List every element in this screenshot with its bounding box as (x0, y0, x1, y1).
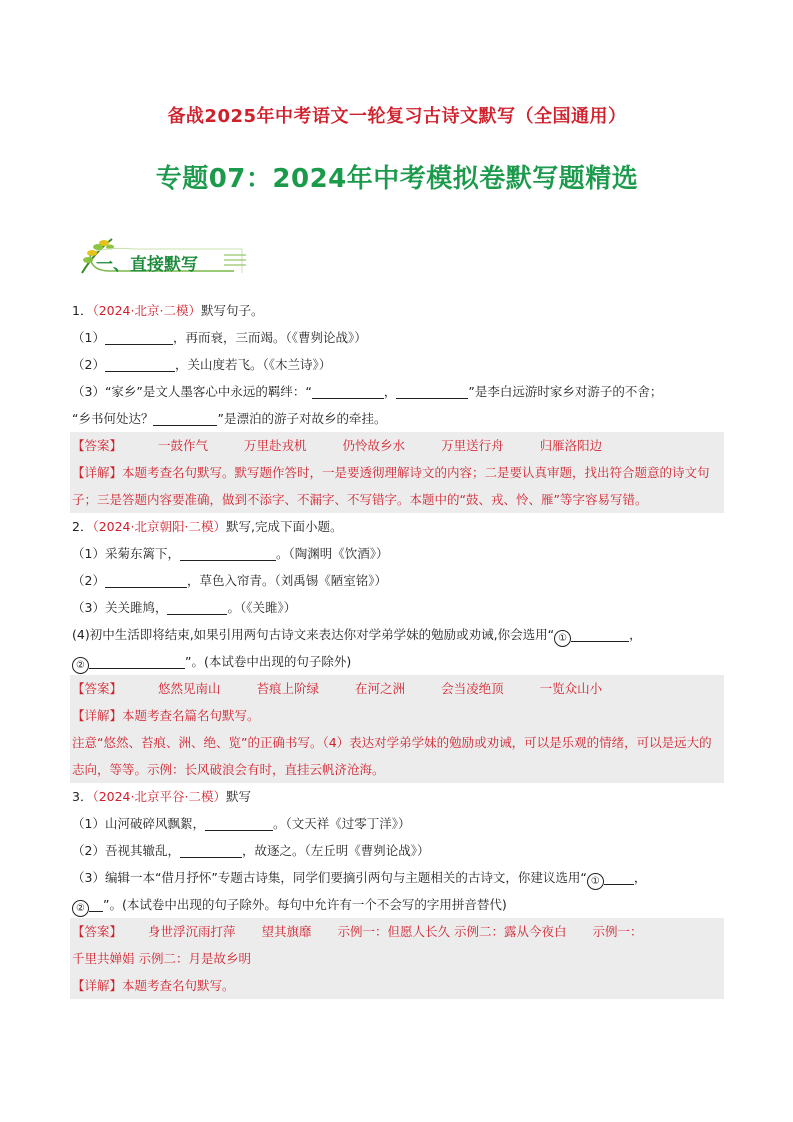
document-subtitle: 专题07：2024年中考模拟卷默写题精选 (155, 164, 639, 194)
question-line (72, 810, 722, 837)
answer-item: 望其旗靡 (261, 924, 312, 939)
answer-item: 苔痕上阶绿 (256, 681, 320, 696)
answer-block (70, 675, 724, 702)
answer-blank[interactable] (105, 330, 173, 345)
line-text: ， (383, 384, 397, 399)
line-text: ，再而衰，三而竭。（《曹刿论战》） (172, 330, 367, 345)
answer-item: 身世浮沉雨打萍 (148, 924, 236, 939)
question-line (72, 621, 722, 648)
answer-item: 示例一：但愿人长久 示例二：露从今夜白 (337, 924, 567, 939)
question-line (72, 324, 722, 351)
question-number: 2． (72, 519, 93, 534)
line-text: ”。(本试卷中出现的句子除外。每句中允许有一个不会写的字用拼音替代) (103, 897, 507, 912)
answer-block (70, 432, 724, 459)
line-text: （2）吾视其辙乱， (72, 843, 180, 858)
answer-item: 一览众山小 (539, 681, 603, 696)
detail-text: 本题考查名篇名句默写。 (122, 708, 260, 723)
section-label: 一、直接默写 (96, 255, 198, 275)
question-line (72, 891, 722, 918)
detail-block (70, 702, 724, 729)
answer-item: 万里送行舟 (441, 438, 504, 453)
line-text: ，关山度若飞。（《木兰诗》） (174, 357, 332, 372)
question-3-header (72, 783, 722, 810)
circle-number: ② (72, 900, 89, 917)
question-prompt: 默写 (225, 789, 251, 804)
answer-item: 万里赴戎机 (244, 438, 307, 453)
answer-tag: 【答案】 (72, 924, 123, 939)
line-text: （3）关关雎鸠， (72, 600, 168, 615)
question-prompt: 默写,完成下面小题。 (225, 519, 343, 534)
answer-blank[interactable] (89, 897, 103, 912)
line-text: “乡书何处达？ (72, 411, 154, 426)
answer-blank[interactable] (105, 573, 187, 588)
answer-blank[interactable] (312, 384, 384, 399)
question-line (72, 540, 722, 567)
question-line (72, 648, 722, 675)
line-text: （1）山河破碎风飘絮， (72, 816, 205, 831)
line-text: （1） (72, 330, 105, 345)
answer-item: 在河之洲 (355, 681, 406, 696)
detail-tag: 【详解】 (72, 708, 123, 723)
line-text: 。（文天祥《过零丁洋》） (272, 816, 411, 831)
answer-item: 归雁洛阳边 (539, 438, 603, 453)
answer-item: 悠然见南山 (158, 681, 221, 696)
detail-tag: 【详解】 (72, 465, 123, 480)
answer-blank[interactable] (205, 816, 273, 831)
line-text: 。（陶渊明《饮酒》） (275, 546, 389, 561)
line-text: (4)初中生活即将结束,如果引用两句古诗文来表达你对学弟学妹的勉励或劝诫,你会选用“ (72, 627, 555, 642)
circle-number: ① (587, 873, 604, 890)
line-text: （3）编辑一本“借月抒怀”专题古诗集，同学们要摘引两句与主题相关的古诗文，你建议选用“ (72, 870, 587, 885)
line-text: 。（《关雎》） (227, 600, 297, 615)
question-line (72, 405, 722, 432)
question-source: （2024·北京朝阳·二模） (92, 519, 226, 534)
question-line (72, 567, 722, 594)
answer-item: 示例一： (592, 924, 643, 939)
detail-block (70, 972, 724, 999)
question-prompt: 默写句子。 (200, 303, 264, 318)
line-text: ”是漂泊的游子对故乡的牵挂。 (217, 411, 387, 426)
answer-blank[interactable] (180, 546, 276, 561)
answer-item: 一鼓作气 (158, 438, 209, 453)
question-1-header (72, 297, 722, 324)
line-text: ， (633, 870, 647, 885)
answer-tag: 【答案】 (72, 438, 123, 453)
line-text: （2） (72, 357, 105, 372)
line-text: （1）采菊东篱下， (72, 546, 180, 561)
answer-blank[interactable] (105, 357, 175, 372)
detail-text: 本题考查名句默写。 (122, 978, 235, 993)
question-2-header (72, 513, 722, 540)
question-source: （2024·北京·二模） (92, 303, 201, 318)
circle-number: ① (554, 630, 571, 647)
document-title: 备战2025年中考语文一轮复习古诗文默写（全国通用） (167, 106, 627, 127)
answer-item: 仍怜故乡水 (342, 438, 406, 453)
content (72, 297, 722, 999)
answer-blank[interactable] (89, 654, 185, 669)
detail-tag: 【详解】 (72, 978, 123, 993)
question-source: （2024·北京平谷·二模） (92, 789, 226, 804)
answer-tag: 【答案】 (72, 681, 123, 696)
question-line (72, 837, 722, 864)
answer-blank[interactable] (167, 600, 227, 615)
line-text: （2） (72, 573, 105, 588)
line-text: ，草色入帘青。（刘禹锡《陋室铭》） (186, 573, 387, 588)
question-line (72, 864, 722, 891)
detail-block (70, 459, 724, 513)
detail-note: 注意“悠然、苔痕、洲、绝、览”的正确书写。（4）表达对学弟学妹的勉励或劝诫，可以是乐观的情绪，可以是远大的志向，等等。示例：长风破浪会有时，直挂云帆济沧海。 (70, 729, 724, 783)
section-header (74, 233, 254, 279)
line-text: （3）“家乡”是文人墨客心中永远的羁绊：“ (72, 384, 312, 399)
question-line (72, 594, 722, 621)
line-text: ”是李白远游时家乡对游子的不舍； (468, 384, 663, 399)
line-text: ，故逐之。（左丘明《曹刿论战》） (241, 843, 430, 858)
question-number: 1． (72, 303, 93, 318)
answer-blank[interactable] (571, 627, 629, 642)
answer-blank[interactable] (396, 384, 468, 399)
answer-block (70, 918, 724, 945)
question-number: 3． (72, 789, 93, 804)
line-text: ， (629, 627, 642, 642)
question-line (72, 351, 722, 378)
answer-blank[interactable] (180, 843, 242, 858)
answer-item: 会当凌绝顶 (441, 681, 504, 696)
answer-blank[interactable] (604, 870, 634, 885)
answer-continuation: 千里共婵娟 示例二：月是故乡明 (70, 945, 724, 972)
line-text: ”。(本试卷中出现的句子除外) (185, 654, 352, 669)
answer-blank[interactable] (153, 411, 217, 426)
circle-number: ② (72, 657, 89, 674)
detail-text: 本题考查名句默写。默写题作答时，一是要透彻理解诗文的内容；二是要认真审题，找出符合题意的诗文句子；三是答题内容要准确，做到不添字、不漏字、不写错字。本题中的“鼓、戎、怜、雁”等字容易写错。 (72, 465, 710, 507)
question-line (72, 378, 722, 405)
